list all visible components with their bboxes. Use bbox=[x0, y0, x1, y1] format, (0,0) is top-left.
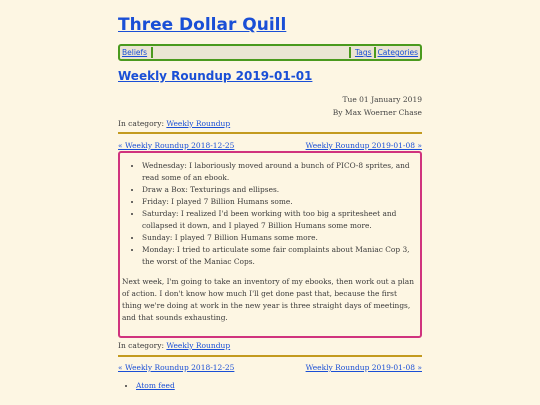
category-link-top[interactable]: Weekly Roundup bbox=[166, 119, 231, 128]
list-item: • Saturday: I realized I'd been working with too big a spritesheet and collapsed it down, and I played 7 Billion Humans some more. bbox=[142, 208, 418, 232]
nav-beliefs-link[interactable]: Beliefs bbox=[122, 48, 148, 57]
prev-post-link-bottom[interactable]: « Weekly Roundup 2018-12-25 bbox=[118, 363, 235, 372]
pager-top bbox=[118, 141, 422, 150]
nav-tags-link[interactable]: Tags bbox=[354, 48, 372, 57]
footer-links bbox=[118, 380, 175, 392]
category-prefix: In category: bbox=[118, 119, 164, 128]
nav-categories-link[interactable]: Categories bbox=[377, 48, 418, 57]
list-item: • Sunday: I played 7 Billion Humans some more. bbox=[142, 232, 418, 244]
list-item: • Monday: I tried to articulate some fair complaints about Maniac Cop 3, the worst of the Maniac Cops. bbox=[142, 244, 418, 268]
footer-item bbox=[136, 380, 175, 392]
prev-post-link-top[interactable]: « Weekly Roundup 2018-12-25 bbox=[118, 141, 235, 150]
list-item: • Friday: I played 7 Billion Humans some. bbox=[142, 196, 418, 208]
category-line-bottom bbox=[118, 341, 230, 350]
pager-bottom bbox=[118, 363, 422, 372]
list-item: • Draw a Box: Texturings and ellipses. bbox=[142, 184, 418, 196]
category-link-bottom[interactable]: Weekly Roundup bbox=[166, 341, 231, 350]
next-post-link-top[interactable]: Weekly Roundup 2019-01-08 » bbox=[305, 141, 422, 150]
category-prefix: In category: bbox=[118, 341, 164, 350]
category-line-top bbox=[118, 119, 230, 128]
nav-search-field[interactable] bbox=[151, 47, 351, 58]
divider-bottom bbox=[118, 355, 422, 357]
post-author: By Max Woerner Chase bbox=[332, 108, 422, 117]
nav-bar bbox=[118, 44, 422, 61]
list-item: • Wednesday: I laboriously moved around a bunch of PICO-8 sprites, and read some of an ebook. bbox=[142, 160, 418, 184]
post-title[interactable]: Weekly Roundup 2019-01-01 bbox=[118, 69, 313, 83]
roundup-list bbox=[122, 160, 418, 268]
atom-feed-link[interactable]: Atom feed bbox=[136, 381, 175, 390]
post-date: Tue 01 January 2019 bbox=[342, 95, 422, 104]
post-content bbox=[118, 151, 422, 338]
post-paragraph: Next week, I'm going to take an inventory of my ebooks, then work out a plan of action. I don't know how much I'll get done past that, because the first thing we're doing at work in the new year is three straight days of meetings, and that sounds exhausting. bbox=[122, 277, 414, 322]
divider-top bbox=[118, 132, 422, 134]
site-title[interactable]: Three Dollar Quill bbox=[118, 15, 287, 35]
next-post-link-bottom[interactable]: Weekly Roundup 2019-01-08 » bbox=[305, 363, 422, 372]
